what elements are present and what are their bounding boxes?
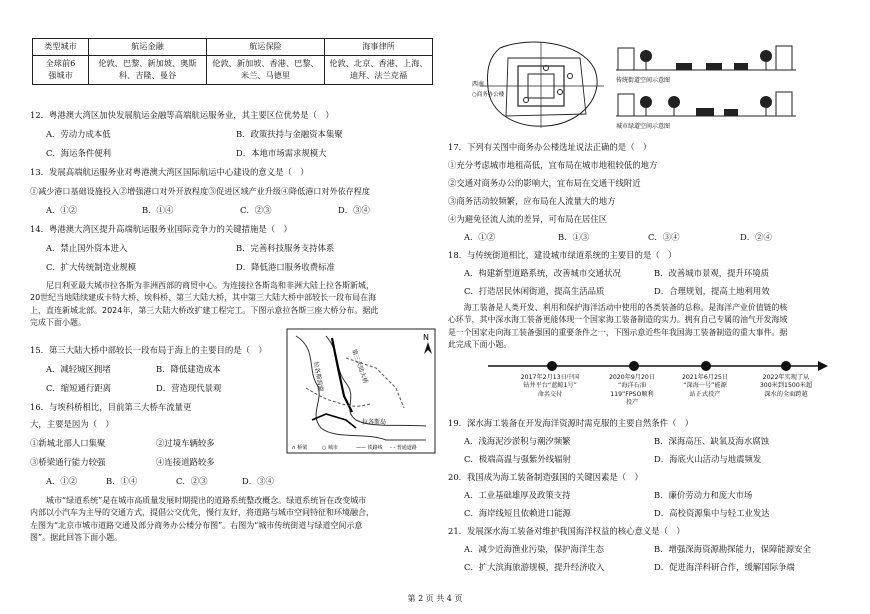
q16-option-a[interactable]: A．①② (46, 476, 78, 486)
q17-statement-2: ②交通对商务办公的影响大，宜布局在交通干线附近 (448, 178, 641, 188)
question-20-stem: 20．我国成为海工装备制造强国的关键因素是（ ） (448, 472, 643, 482)
question-16-stem-2: 大，主要是因为（ ） (30, 419, 114, 429)
q16-statement-1: ①新城北部人口集聚 (30, 438, 106, 448)
caption-greenway: 城市绿道空间示意图 (616, 123, 671, 130)
q17-statement-4: ④为避免径流人流的差异，可布局在居住区 (448, 214, 608, 224)
q13-statements: ①减少港口基础设施投入②增强港口对外开放程度③促进区域产业升级④降低港口对外依存程度 (30, 186, 370, 196)
q20-option-c[interactable]: C．海岸线短且依赖进口能源 (464, 508, 571, 518)
question-16-stem-1: 16．与埃科桥相比，目前第三大桥车流量更 (30, 402, 192, 412)
map-label-southwest: 西南 (472, 81, 485, 88)
timeline-event-2: 2020年9月20日 “海洋石油 119”FPSO顺利 投产 (608, 374, 656, 407)
caption-traditional-street: 传统街道空间示意图 (616, 77, 671, 84)
question-18-stem: 18．与传统街道相比，建设城市绿道系统的主要目的是（ ） (448, 250, 677, 260)
q14-option-b[interactable]: B．完善科技服务支持体系 (236, 243, 335, 253)
table-header: 类型城市 (33, 39, 89, 56)
q16-option-d[interactable]: D．③④ (242, 476, 274, 486)
q21-option-b[interactable]: B．增强深海资源勘探能力，保障能源安全 (654, 544, 811, 554)
table-header: 航运保险 (207, 39, 325, 56)
question-15-stem: 15．第三大陆大桥中部较长一段布局于海上的主要目的是（ ） (30, 345, 267, 355)
q16-statement-4: ④连接道路较多 (156, 457, 215, 467)
q21-option-d[interactable]: D．促进海洋科研合作，缓解国际争端 (654, 562, 795, 572)
q19-option-d[interactable]: D．海底火山活动与地震频发 (654, 454, 762, 464)
table-row-label: 全球前6 强城市 (33, 55, 89, 84)
timeline-arrow-icon (818, 361, 828, 371)
north-label: N (423, 333, 429, 342)
table-cell: 伦敦、北京、香港、上海、 迪拜、法兰克福 (325, 55, 433, 84)
q17-statement-3: ③商务活动较频繁，应布局在人流量大的地方 (448, 196, 616, 206)
q19-option-c[interactable]: C．极端高温与强紫外线辐射 (464, 454, 571, 464)
q15-option-a[interactable]: A．减轻城区拥堵 (46, 364, 111, 374)
q20-option-a[interactable]: A．工业基础雄厚及政策支持 (464, 490, 571, 500)
timeline-node (701, 361, 711, 371)
q17-option-d[interactable]: D．②④ (740, 232, 772, 242)
legend-item: —— 铁路线 (356, 445, 383, 451)
street-cross-sections (616, 42, 796, 134)
q15-option-b[interactable]: B．降低建造成本 (156, 364, 221, 374)
q15-option-d[interactable]: D．营造现代景观 (156, 383, 222, 393)
question-17-stem: 17．下列有关图中商务办公楼选址说法正确的是（ ） (448, 142, 652, 152)
timeline-event-1: 2017年2月13日中国 钻井平台“蓝鲸1号” 命名交付 (520, 374, 580, 398)
q18-option-d[interactable]: D．合理规划，提高土地利用效 (654, 286, 770, 296)
q21-option-a[interactable]: A．减少近海渔业污染，保护海洋生态 (464, 544, 605, 554)
q12-option-c[interactable]: C．海运条件便利 (46, 148, 112, 158)
q12-option-a[interactable]: A．劳动力成本低 (46, 129, 111, 139)
table-header: 航运金融 (89, 39, 207, 56)
q17-statement-1: ①充分考虑城市地租高低，宜布局在城市地租较低的地方 (448, 160, 658, 170)
map-label-third-bridge: 第三大陆大桥 (350, 348, 370, 385)
beijing-road-map (470, 38, 610, 130)
q20-option-b[interactable]: B．廉价劳动力和庞大市场 (654, 490, 753, 500)
q16-option-b[interactable]: B．①④ (106, 476, 138, 486)
passage-greenway: 城市“绿道系统”是在城市高质量发展时期提出的道路系统整改概念。绿道系统旨在改变城市 内部以小汽车为主导的交通方式，提倡公交优先，慢行友好，将道路与城市空间特征和环境融合， 左图为“北京市城市道路交通及部分商务办公楼分布图”。右图为“城市传统街道与绿道空间示意 图”。据此回答下面小题。 (30, 496, 374, 543)
map-label-island: 拉各斯岛 (362, 419, 387, 426)
question-12-stem: 12．粤港澳大湾区加快发展航运金融等高端航运服务业，其主要区位优势是（ ） (30, 110, 334, 120)
timeline-node (781, 361, 791, 371)
legend-item: ○ 城市 (322, 445, 338, 451)
q18-option-b[interactable]: B．改善城市景观，提升环境质 (654, 268, 770, 278)
table-cell: 伦敦、新加坡、香港、巴黎、 米兰、马德里 (207, 55, 325, 84)
legend-item: ∩ 桥梁 (292, 445, 308, 451)
q19-option-b[interactable]: B．深海高压、缺氧及海水腐蚀 (654, 436, 770, 446)
q16-option-c[interactable]: C．②③ (176, 476, 208, 486)
question-14-stem: 14．粤港澳大湾区提升高端航运服务业国际竞争力的关键措施是（ ） (30, 224, 292, 234)
timeline-axis (488, 360, 828, 372)
q17-option-b[interactable]: B．①③ (558, 232, 590, 242)
legend-item: - - 普通道路 (390, 445, 417, 451)
q17-option-a[interactable]: A．①② (464, 232, 496, 242)
q16-statement-3: ③桥梁通行能力较强 (30, 457, 106, 467)
q14-option-a[interactable]: A．禁止国外资本进入 (46, 243, 128, 253)
map-label-lagoon: 拉各斯潟湖 (312, 361, 325, 392)
timeline-event-4: 2022年实现了从 300米到1500米超 深水的全面跨越 (759, 374, 813, 398)
question-21-stem: 21．发展深水海工装备对维护我国海洋权益的核心意义是（ ） (448, 526, 685, 536)
timeline-node (629, 361, 639, 371)
q14-option-c[interactable]: C．扩大传统制造业规模 (46, 262, 137, 272)
question-19-stem: 19．深水海工装备在开发海洋资源时需克服的主要自然条件（ ） (448, 418, 694, 428)
q16-statement-2: ②过境车辆较多 (156, 438, 215, 448)
passage-offshore-equipment: 海工装备是人类开发、利用和保护海洋活动中使用的各类装备的总称。是海洋产业价值链的核 心环节，其中深水海工装备更能体现一个国家海工装备制造的实力。拥有自己专属的油气开发海域 是一个国家走向海工装备强国的重要条件之一，下图示意近些年我国海工装备制造的重大事件。据 此完成下面小题。 (448, 303, 788, 349)
q20-option-d[interactable]: D．高校资源集中与轻工业发达 (654, 508, 770, 518)
q12-option-d[interactable]: D．本地市场需求规模大 (236, 148, 327, 158)
timeline-event-3: 2021年6月25日 “深海一号”能源 站正式投产 (681, 374, 729, 398)
q13-option-b[interactable]: B．①④ (142, 205, 174, 215)
question-13-stem: 13．发展高端航运服务业对粤港澳大湾区国际航运中心建设的意义是（ ） (30, 167, 309, 177)
q13-option-a[interactable]: A．①② (46, 205, 78, 215)
q18-option-a[interactable]: A．构建新型道路系统，改善城市交通状况 (464, 268, 621, 278)
timeline-node (547, 361, 557, 371)
q18-option-c[interactable]: C．打造居民休闲街道，提高生活品质 (464, 286, 605, 296)
q15-option-c[interactable]: C．缩短通行距离 (46, 383, 112, 393)
city-ranking-table (32, 38, 433, 85)
q17-option-c[interactable]: C．③④ (648, 232, 680, 242)
table-header: 海事律所 (325, 39, 433, 56)
q12-option-b[interactable]: B．政策扶持与金融资本集聚 (236, 129, 343, 139)
passage-lagos: 尼日利亚最大城市拉各斯为非洲西部的商贸中心。为连接拉各斯岛和非洲大陆上拉各斯新城， 20世纪当地陆续建成卡特大桥、埃科桥、第三大陆大桥，其中第三大陆大桥中部较长一段布局在海 上，直连新城北部。2024年，第三大陆大桥改扩建工程完工。下图示意拉各斯三座大桥分布。据此 完成下面小题。 (30, 281, 379, 328)
page-footer: 第 2 页 共 4 页 (407, 594, 463, 603)
table-cell: 伦敦、巴黎、新加坡、奥斯 科、吉隆、曼谷 (89, 55, 207, 84)
q14-option-d[interactable]: D．降低港口服务收费标准 (236, 262, 335, 272)
q13-option-c[interactable]: C．②③ (240, 205, 272, 215)
map-legend-office: ○商务办公楼 (472, 92, 505, 98)
lagos-bridges-map (286, 328, 436, 454)
q13-option-d[interactable]: D．③④ (338, 205, 370, 215)
q19-option-a[interactable]: A．浅海泥沙淤积与潮汐频繁 (464, 436, 571, 446)
q21-option-c[interactable]: C．扩大滨海旅游规模，提升经济收入 (464, 562, 605, 572)
